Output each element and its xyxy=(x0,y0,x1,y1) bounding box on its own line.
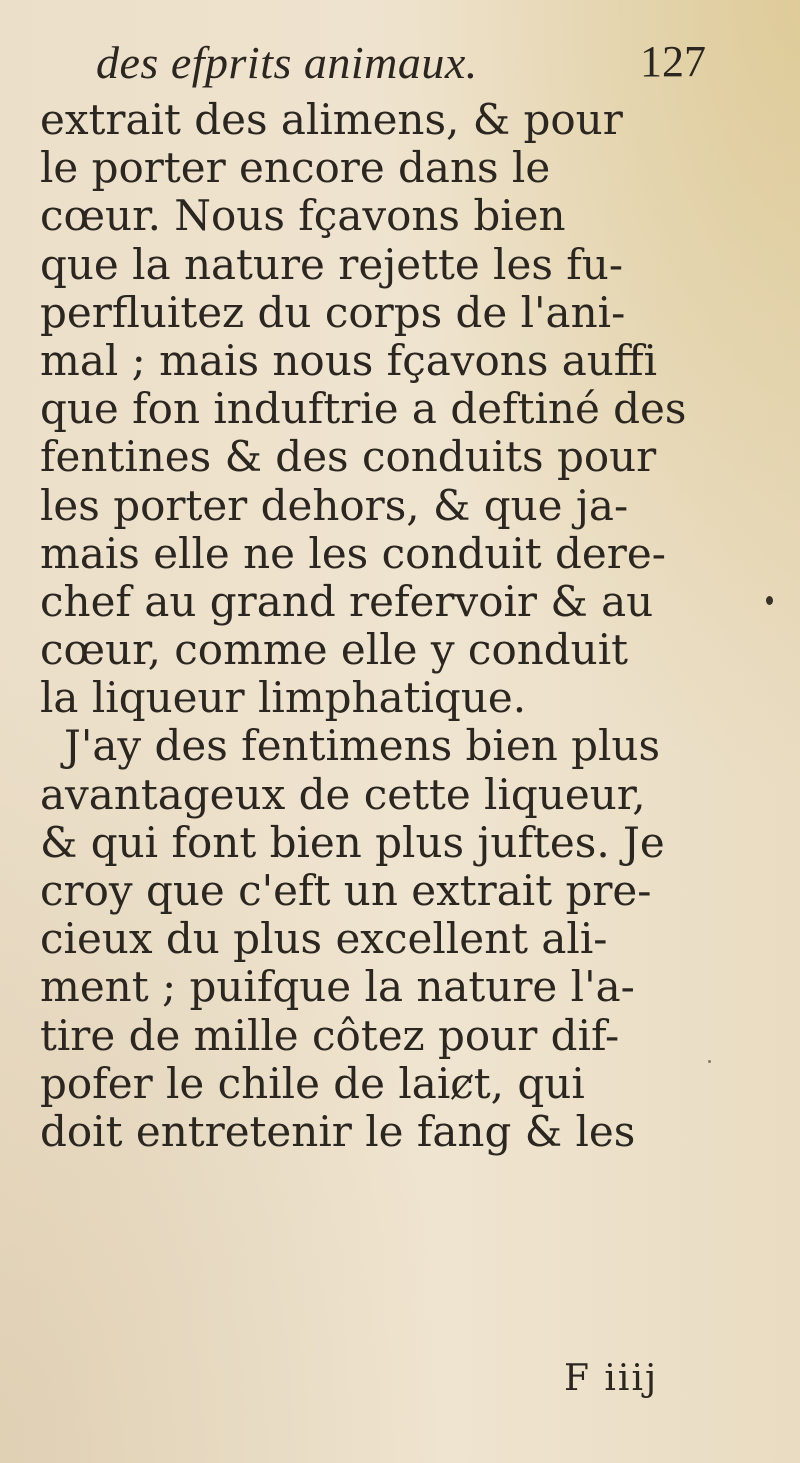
text-line: pofer le chile de laiȼt, qui xyxy=(40,1058,585,1108)
text-line: que fon induftrie a deftiné des xyxy=(40,384,687,434)
text-line: doit entretenir le fang & les xyxy=(40,1106,636,1156)
text-line: ment ; puifque la nature l'a- xyxy=(40,962,635,1012)
text-line: mal ; mais nous fçavons auffi xyxy=(40,335,658,385)
text-line: extrait des alimens, & pour xyxy=(40,95,623,144)
text-line: mais elle ne les conduit dere- xyxy=(40,528,666,578)
text-line: fentines & des conduits pour xyxy=(40,432,657,482)
page-header xyxy=(96,36,706,96)
text-line: J'ay des fentimens bien plus xyxy=(64,721,661,771)
page-number: 127 xyxy=(640,37,706,86)
text-line: que la nature rejette les fu- xyxy=(40,239,624,289)
text-line: chef au grand refervoir & au xyxy=(40,576,654,626)
running-title: des efprits animaux. xyxy=(96,37,478,88)
text-line: les porter dehors, & que ja- xyxy=(40,480,629,530)
text-line: le porter encore dans le xyxy=(40,143,551,193)
text-line: la liqueur limphatique. xyxy=(40,673,527,723)
paper-speck xyxy=(766,596,773,605)
text-line: cœur. Nous fçavons bien xyxy=(40,191,566,241)
text-line: avantageux de cette liqueur, xyxy=(40,769,646,819)
paper-speck xyxy=(708,1060,711,1063)
text-line: croy que c'eft un extrait pre- xyxy=(40,866,652,915)
signature-mark: F iiij xyxy=(564,1358,659,1399)
body-text xyxy=(40,96,770,1156)
text-line: & qui font bien plus juftes. Je xyxy=(40,817,665,867)
text-line: cieux du plus excellent ali- xyxy=(40,914,608,964)
text-line: cœur, comme elle y conduit xyxy=(40,625,629,675)
text-line: perfluitez du corps de l'ani- xyxy=(40,287,626,337)
text-line: tire de mille côtez pour dif- xyxy=(40,1010,620,1060)
